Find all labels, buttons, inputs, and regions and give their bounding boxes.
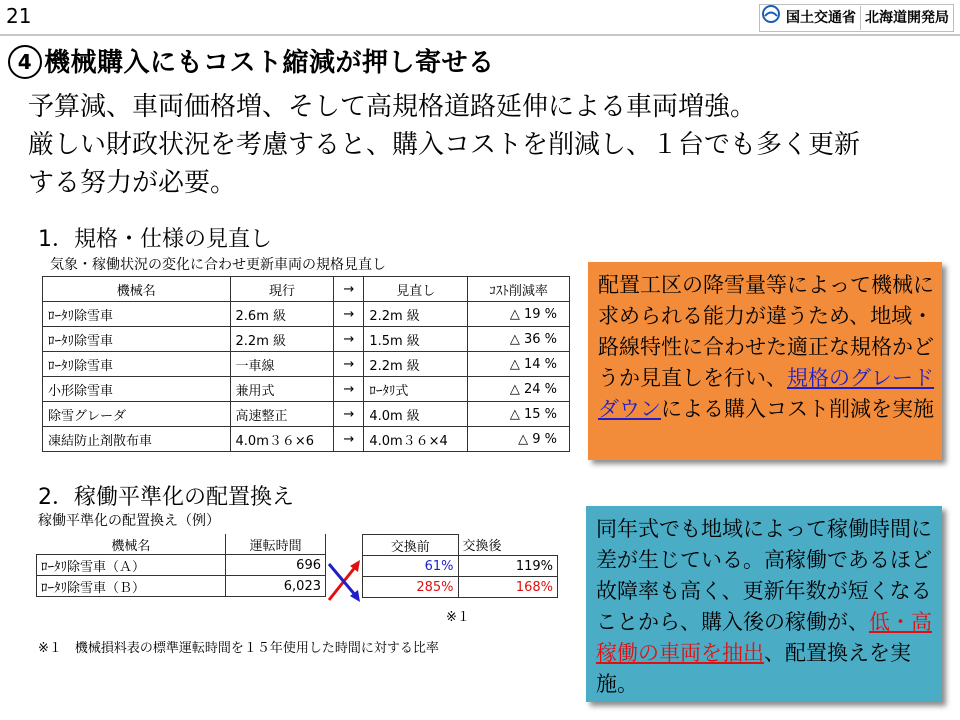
table-row xyxy=(37,555,326,576)
table-row xyxy=(43,352,570,377)
ratio-after: 119% xyxy=(458,556,557,577)
arrow-cell: → xyxy=(334,402,364,427)
operating-hours: 696 xyxy=(226,555,326,576)
col-header: 機械名 xyxy=(37,534,226,555)
title-text: 機械購入にもコスト縮減が押し寄せる xyxy=(44,48,495,78)
current-spec: 2.6m 級 xyxy=(230,302,334,327)
callout-text-end: 、配置換えを実施。 xyxy=(596,641,911,696)
arrow-cell: → xyxy=(334,327,364,352)
cost-reduction: △ 24 % xyxy=(468,377,570,402)
machine-name: ﾛｰﾀﾘ除雪車 xyxy=(43,327,231,352)
rotation-left-header xyxy=(37,534,326,555)
arrow-cell: → xyxy=(334,427,364,452)
slide-title xyxy=(8,42,495,79)
ratio-before: 285% xyxy=(363,577,459,598)
arrow-cell: → xyxy=(334,377,364,402)
col-header: → xyxy=(334,277,364,302)
current-spec: 2.2m 級 xyxy=(230,327,334,352)
machine-name: 凍結防止剤散布車 xyxy=(43,427,231,452)
section1-caption: 気象・稼働状況の変化に合わせ更新車両の規格見直し xyxy=(50,257,386,273)
section2-caption: 稼働平準化の配置換え（例） xyxy=(38,513,220,529)
footnote: ※１ 機械損料表の標準運転時間を１５年使用した時間に対する比率 xyxy=(38,641,439,656)
col-header: 運転時間 xyxy=(226,534,326,555)
section2-heading: 2．稼働平準化の配置換え xyxy=(38,485,294,510)
machine-name: ﾛｰﾀﾘ除雪車 xyxy=(43,302,231,327)
table-row xyxy=(43,377,570,402)
ratio-after: 168% xyxy=(458,577,557,598)
col-header: 交換後 xyxy=(458,535,557,556)
lead-line-2: 厳しい財政状況を考慮すると、購入コストを削減し、１台でも多く更新 xyxy=(28,130,861,160)
revised-spec: 4.0m 級 xyxy=(364,402,468,427)
table-row xyxy=(37,576,326,597)
rotation-table-right xyxy=(362,534,558,598)
current-spec: 高速整正 xyxy=(230,402,334,427)
machine-name: 小形除雪車 xyxy=(43,377,231,402)
arrow-cell: → xyxy=(334,352,364,377)
callout-text-end: による購入コスト削減を実施 xyxy=(661,397,934,421)
bureau-name: 北海道開発局 xyxy=(865,10,949,26)
rotation-table-left xyxy=(36,534,326,597)
grade-down-link[interactable]: 規格のグレードダウン xyxy=(598,366,934,421)
cost-reduction: △ 9 % xyxy=(468,427,570,452)
revised-spec: 2.2m 級 xyxy=(364,302,468,327)
lead-line-3: する努力が必要。 xyxy=(28,168,237,198)
grade-down-callout xyxy=(588,262,942,460)
revised-spec: 1.5m 級 xyxy=(364,327,468,352)
swap-arrows-icon xyxy=(326,556,364,606)
logo-area xyxy=(759,4,954,32)
current-spec: 4.0m３６×6 xyxy=(230,427,334,452)
rotation-right-header xyxy=(363,535,558,556)
rotation-callout xyxy=(586,506,942,702)
table-row xyxy=(363,556,558,577)
operating-hours: 6,023 xyxy=(226,576,326,597)
cost-reduction: △ 36 % xyxy=(468,327,570,352)
revised-spec: ﾛｰﾀﾘ式 xyxy=(364,377,468,402)
callout-text: 配置工区の降雪量等によって機械に求められる能力が違うため、地域・路線特性に合わせた適正な規格かどうか見直しを行い、 xyxy=(598,273,934,390)
col-header: 見直し xyxy=(364,277,468,302)
spec-table-header xyxy=(43,277,570,302)
current-spec: 兼用式 xyxy=(230,377,334,402)
machine-name: ﾛｰﾀﾘ除雪車 xyxy=(43,352,231,377)
cost-reduction: △ 15 % xyxy=(468,402,570,427)
machine-name: ﾛｰﾀﾘ除雪車（Ｂ） xyxy=(37,576,226,597)
machine-name: ﾛｰﾀﾘ除雪車（Ａ） xyxy=(37,555,226,576)
revised-spec: 4.0m３６×4 xyxy=(364,427,468,452)
table-row xyxy=(43,427,570,452)
cost-reduction: △ 19 % xyxy=(468,302,570,327)
table-row xyxy=(43,327,570,352)
ratio-before: 61% xyxy=(363,556,459,577)
note-marker: ※１ xyxy=(446,610,470,625)
col-header: 機械名 xyxy=(43,277,231,302)
table-row xyxy=(363,577,558,598)
ministry-name: 国土交通省 xyxy=(786,10,856,26)
section1-heading: 1．規格・仕様の見直し xyxy=(38,227,272,252)
title-number-marker: 4 xyxy=(8,45,42,79)
table-row xyxy=(43,302,570,327)
arrow-cell: → xyxy=(334,302,364,327)
low-high-usage-link[interactable]: 低・高稼働の車両を抽出 xyxy=(596,610,932,665)
col-header: 現行 xyxy=(230,277,334,302)
cost-reduction: △ 14 % xyxy=(468,352,570,377)
page-number: 21 xyxy=(6,4,32,28)
col-header: ｺｽﾄ削減率 xyxy=(468,277,570,302)
current-spec: 一車線 xyxy=(230,352,334,377)
machine-name: 除雪グレーダ xyxy=(43,402,231,427)
mlit-logo-icon xyxy=(760,5,782,32)
spec-table xyxy=(42,276,570,452)
callout-text: 同年式でも地域によって稼働時間に差が生じている。高稼働であるほど故障率も高く、更新年数が短くなることから、購入後の稼働が、 xyxy=(596,517,932,634)
table-row xyxy=(43,402,570,427)
lead-line-1: 予算減、車両価格増、そして高規格道路延伸による車両増強。 xyxy=(28,92,757,122)
col-header: 交換前 xyxy=(363,535,459,556)
revised-spec: 2.2m 級 xyxy=(364,352,468,377)
